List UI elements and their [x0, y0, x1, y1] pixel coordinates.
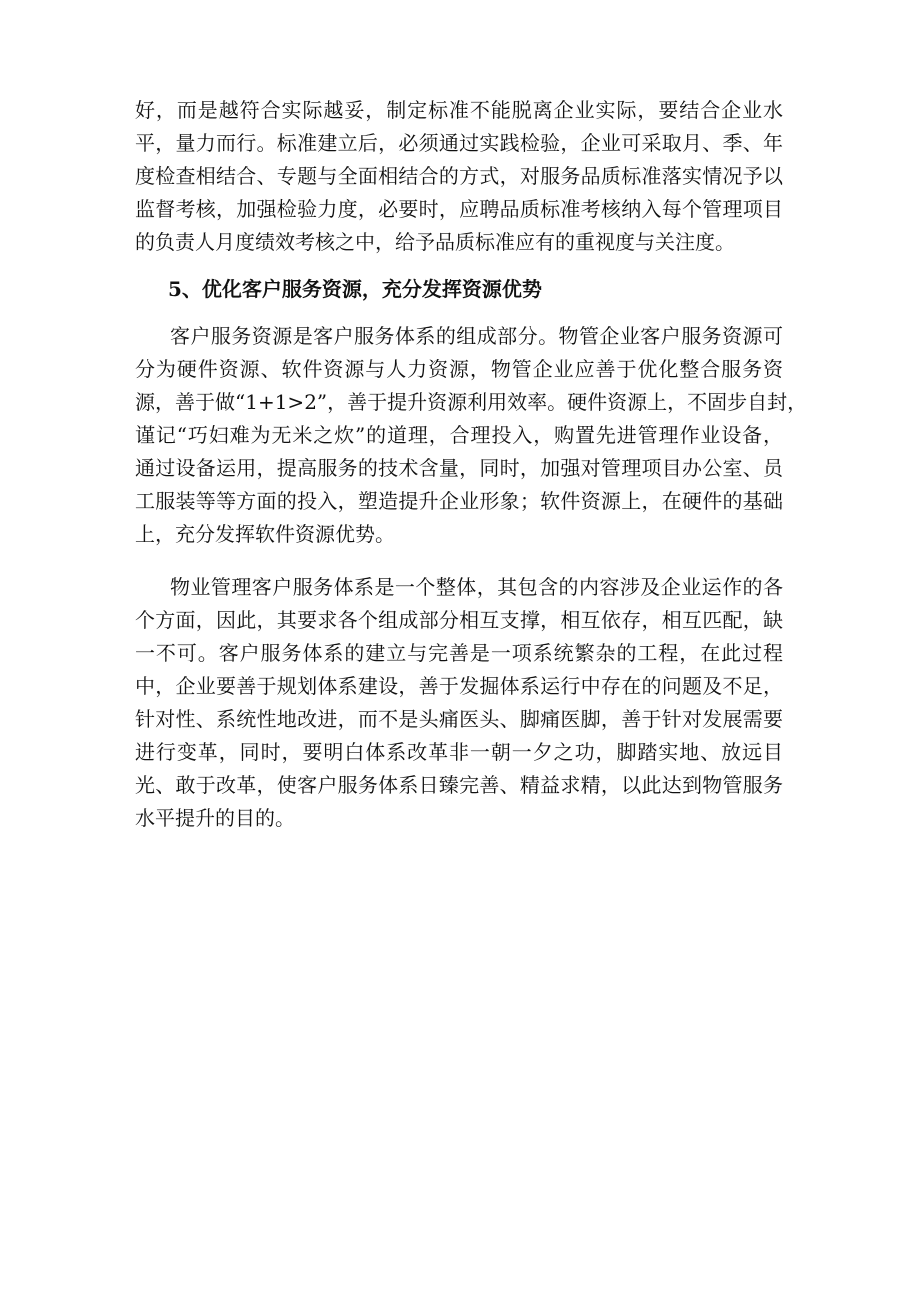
- text-line: 一不可。客户服务体系的建立与完善是一项系统繁杂的工程，在此过程: [135, 641, 783, 665]
- paragraph-service-resources: [135, 320, 808, 551]
- document-body: [135, 94, 808, 835]
- section-heading: [135, 273, 783, 306]
- text-line: 监督考核，加强检验力度，必要时，应聘品质标准考核纳入每个管理项目: [135, 197, 783, 221]
- text-line: 谨记“巧妇难为无米之炊”的道理，合理投入，购置先进管理作业设备，: [135, 423, 783, 447]
- text-line: 中，企业要善于规划体系建设，善于发掘体系运行中存在的问题及不足，: [135, 674, 783, 698]
- text-line: 物业管理客户服务体系是一个整体，其包含的内容涉及企业运作的各: [170, 575, 783, 599]
- paragraph-spacer: [135, 551, 783, 571]
- text-line: 度检查相结合、专题与全面相结合的方式，对服务品质标准落实情况予以: [135, 164, 783, 188]
- text-line: 源，善于做“1+1>2”，善于提升资源利用效率。硬件资源上，不固步自封，: [135, 390, 808, 414]
- text-line: 分为硬件资源、软件资源与人力资源，物管企业应善于优化整合服务资: [135, 357, 783, 381]
- section-heading-text: 5、优化客户服务资源，充分发挥资源优势: [168, 277, 542, 301]
- text-line: 针对性、系统性地改进，而不是头痛医头、脚痛医脚，善于针对发展需要: [135, 707, 783, 731]
- text-line: 进行变革，同时，要明白体系改革非一朝一夕之功，脚踏实地、放远目: [135, 740, 783, 764]
- text-line: 通过设备运用，提高服务的技术含量，同时，加强对管理项目办公室、员: [135, 456, 783, 480]
- text-line: 客户服务资源是客户服务体系的组成部分。物管企业客户服务资源可: [170, 324, 783, 348]
- text-line: 上，充分发挥软件资源优势。: [135, 522, 395, 546]
- text-line: 的负责人月度绩效考核之中，给予品质标准应有的重视度与关注度。: [135, 230, 735, 254]
- text-line: 个方面，因此，其要求各个组成部分相互支撑，相互依存，相互匹配，缺: [135, 608, 783, 632]
- text-line: 水平提升的目的。: [135, 806, 295, 830]
- text-line: 光、敢于改革，使客户服务体系日臻完善、精益求精，以此达到物管服务: [135, 773, 783, 797]
- paragraph-standards-continued: [135, 94, 783, 259]
- paragraph-service-system: [135, 571, 783, 835]
- text-line: 平，量力而行。标准建立后，必须通过实践检验，企业可采取月、季、年: [135, 131, 783, 155]
- paragraph-spacer: [135, 306, 783, 320]
- paragraph-spacer: [135, 259, 783, 273]
- text-line: 工服装等等方面的投入，塑造提升企业形象；软件资源上，在硬件的基础: [135, 489, 783, 513]
- text-line: 好，而是越符合实际越妥，制定标准不能脱离企业实际，要结合企业水: [135, 98, 783, 122]
